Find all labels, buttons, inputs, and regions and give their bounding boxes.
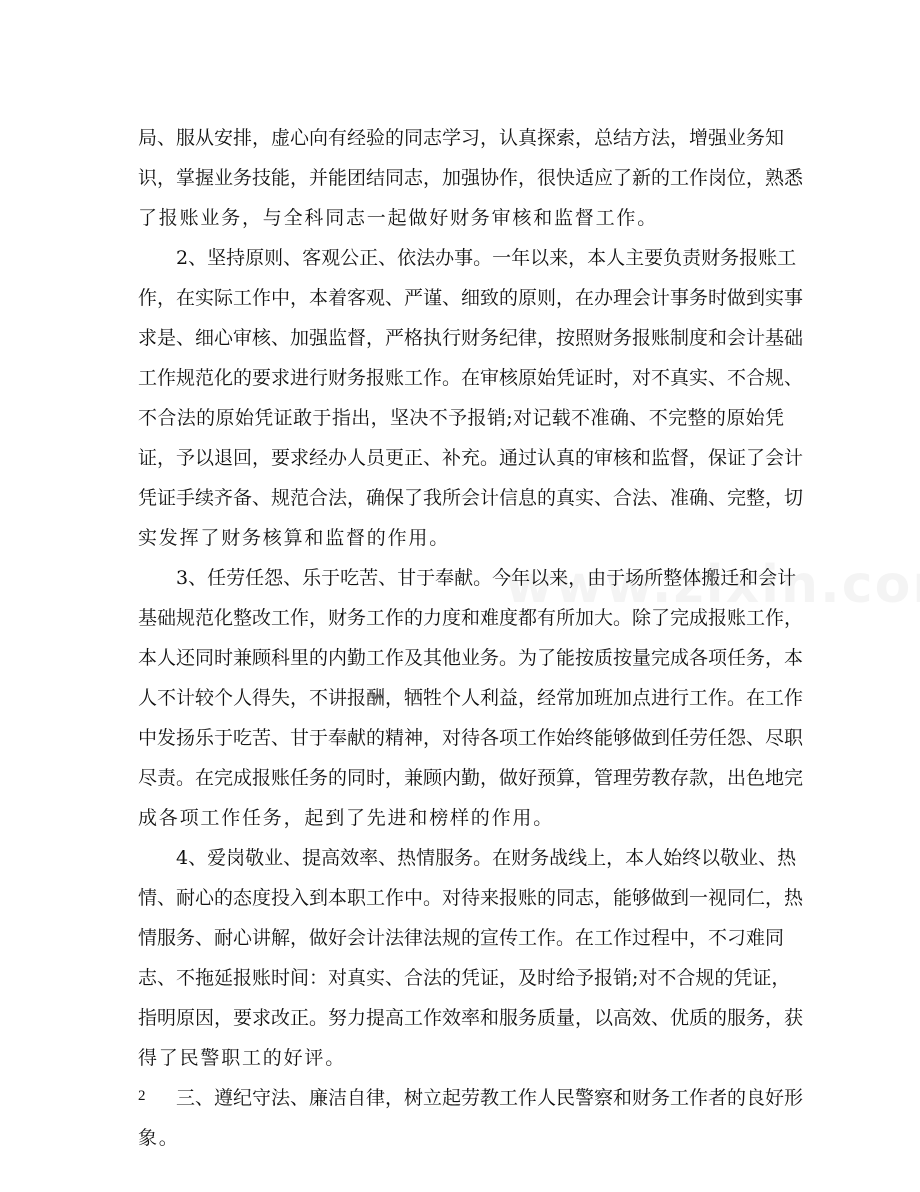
text-line: 4、爱岗敬业、提高效率、热情服务。在财务战线上，本人始终以敬业、热 [176,847,797,869]
text-line: 本人还同时兼顾科里的内勤工作及其他业务。为了能按质按量完成各项任务，本 [138,647,804,669]
text-line: 基础规范化整改工作，财务工作的力度和难度都有所加大。除了完成报账工作， [138,607,804,629]
text-line: 实发挥了财务核算和监督的作用。 [138,527,451,549]
text-line: 凭证手续齐备、规范合法，确保了我所会计信息的真实、合法、准确、完整，切 [138,487,804,509]
text-line: 局、服从安排，虚心向有经验的同志学习，认真探索，总结方法，增强业务知 [138,127,785,149]
text-line: 证，予以退回，要求经办人员更正、补充。通过认真的审核和监督，保证了会计 [138,447,804,469]
text-line: 成各项工作任务，起到了先进和榜样的作用。 [138,807,555,829]
text-line: 人不计较个人得失，不讲报酬，牺牲个人利益，经常加班加点进行工作。在工作 [138,687,804,709]
text-line: 志、不拖延报账时间：对真实、合法的凭证，及时给予报销;对不合规的凭证， [138,967,791,989]
text-line: 不合法的原始凭证敢于指出，坚决不予报销;对记载不准确、不完整的原始凭 [138,407,784,429]
text-line: 作，在实际工作中，本着客观、严谨、细致的原则，在办理会计事务时做到实事 [138,287,804,309]
text-line: 情、耐心的态度投入到本职工作中。对待来报账的同志，能够做到一视同仁，热 [138,887,804,909]
text-line: 情服务、耐心讲解，做好会计法律法规的宣传工作。在工作过程中，不刁难同 [138,927,785,949]
text-line: 2、坚持原则、客观公正、依法办事。一年以来，本人主要负责财务报账工 [176,247,797,269]
text-line: 3、任劳任怨、乐于吃苦、甘于奉献。今年以来，由于场所整体搬迁和会计 [176,567,797,589]
text-line: 三、遵纪守法、廉洁自律，树立起劳教工作人民警察和财务工作者的良好形 [176,1087,804,1109]
text-line: 中发扬乐于吃苦、甘于奉献的精神，对待各项工作始终能够做到任劳任怨、尽职 [138,727,804,749]
page-number: 2 [138,1088,146,1104]
text-line: 了报账业务，与全科同志一起做好财务审核和监督工作。 [138,207,659,229]
text-line: 工作规范化的要求进行财务报账工作。在审核原始凭证时，对不真实、不合规、 [138,367,804,389]
text-line: 尽责。在完成报账任务的同时，兼顾内勤，做好预算，管理劳教存款，出色地完 [138,767,804,789]
text-line: 得了民警职工的好评。 [138,1047,347,1069]
text-line: 求是、细心审核、加强监督，严格执行财务纪律，按照财务报账制度和会计基础 [138,327,804,349]
text-line: 指明原因，要求改正。努力提高工作效率和服务质量，以高效、优质的服务，获 [138,1007,804,1029]
text-line: 象。 [138,1127,180,1149]
text-line: 识，掌握业务技能，并能团结同志，加强协作，很快适应了新的工作岗位，熟悉 [138,167,804,189]
